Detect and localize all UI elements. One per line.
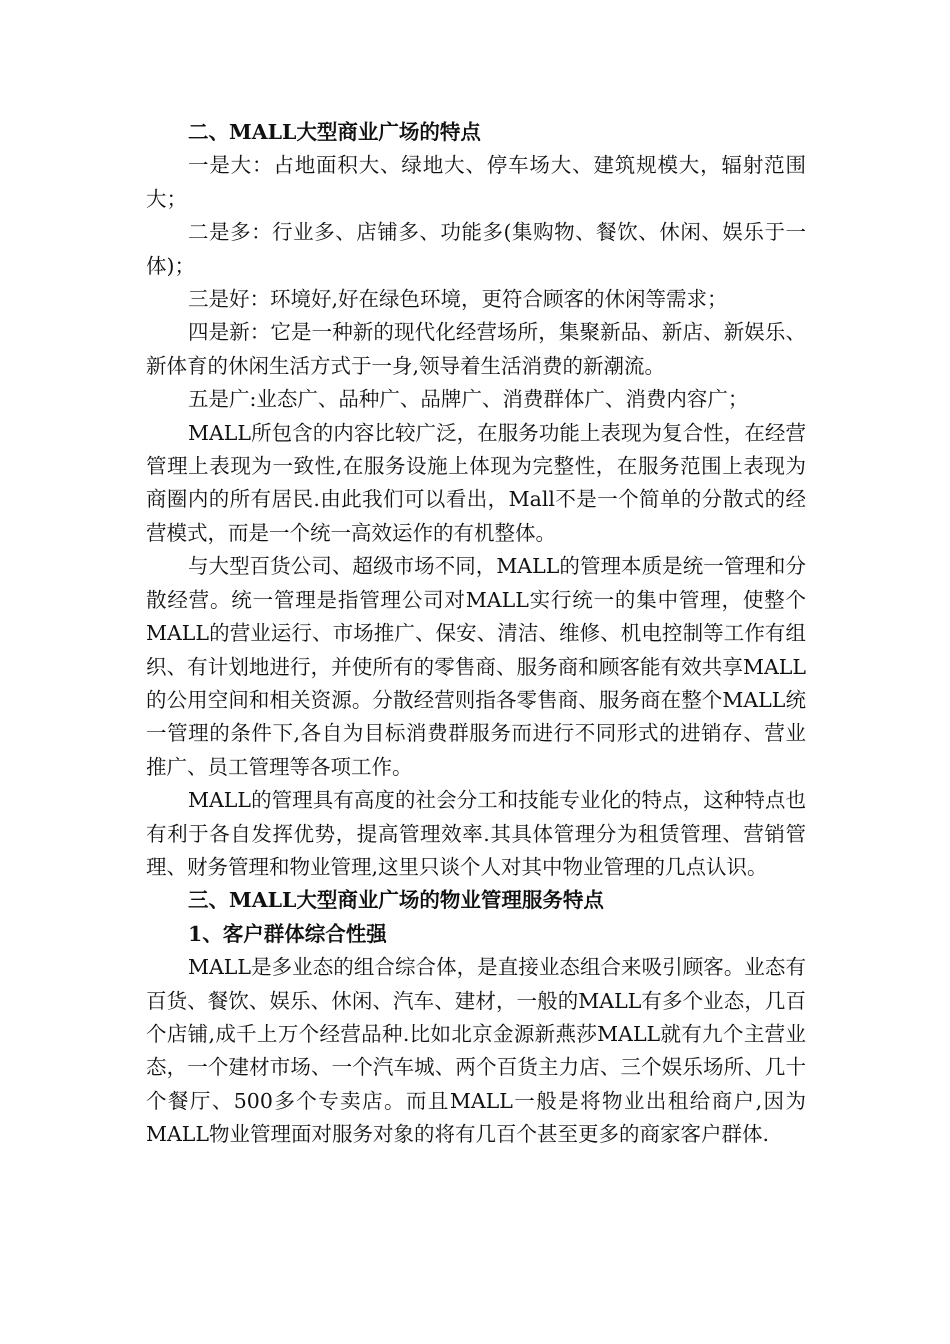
paragraph-management-essence: 与大型百货公司、超级市场不同，MALL的管理本质是统一管理和分散经营。统一管理是指管理公司对MALL实行统一的集中管理，使整个MALL的营业运行、市场推广、保安、清洁、维修、机电控制等工作有组织、有计划地进行，并使所有的零售商、服务商和顾客能有效共享MALL的公用空间和相关资源。分散经营则指各零售商、服务商在整个MALL统一管理的条件下,各自为目标消费群服务而进行不同形式的进销存、营业推广、员工管理等各项工作。: [146, 554, 806, 779]
subsection-1-heading: 1、客户群体综合性强: [188, 921, 387, 946]
paragraph-customer-groups: MALL是多业态的组合综合体，是直接业态组合来吸引顾客。业态有百货、餐饮、娱乐、休闲、汽车、建材，一般的MALL有多个业态，几百个店铺,成千上万个经营品种.比如北京金源新燕莎MALL就有九个主营业态，一个建材市场、一个汽车城、两个百货主力店、三个娱乐场所、几十个餐厅、500多个专卖店。而且MALL一般是将物业出租给商户,因为MALL物业管理面对服务对象的将有几百个甚至更多的商家客户群体.: [146, 955, 806, 1147]
feature-point-big: 一是大：占地面积大、绿地大、停车场大、建筑规模大，辐射范围大；: [146, 153, 806, 211]
feature-point-good: 三是好：环境好,好在绿色环境，更符合顾客的休闲等需求；: [188, 287, 728, 312]
feature-point-new: 四是新：它是一种新的现代化经营场所，集聚新品、新店、新娱乐、新体育的休闲生活方式于一身,领导着生活消费的新潮流。: [146, 320, 806, 378]
paragraph-mall-content: MALL所包含的内容比较广泛，在服务功能上表现为复合性，在经营管理上表现为一致性,在服务设施上体现为完整性，在服务范围上表现为商圈内的所有居民.由此我们可以看出，Mall不是一个简单的分散式的经营模式，而是一个统一高效运作的有机整体。: [146, 420, 806, 545]
feature-point-broad: 五是广:业态广、品种广、品牌广、消费群体广、消费内容广；: [188, 387, 749, 412]
paragraph-specialization: MALL的管理具有高度的社会分工和技能专业化的特点，这种特点也有利于各自发挥优势，提高管理效率.其具体管理分为租赁管理、营销管理、财务管理和物业管理,这里只谈个人对其中物业管理的几点认识。: [146, 788, 806, 879]
document-page: [146, 116, 806, 1152]
feature-point-many: 二是多：行业多、店铺多、功能多(集购物、餐饮、休闲、娱乐于一体)；: [146, 220, 806, 278]
section-2-heading: 二、MALL大型商业广场的特点: [188, 120, 481, 144]
section-3-heading: 三、MALL大型商业广场的物业管理服务特点: [188, 888, 604, 913]
